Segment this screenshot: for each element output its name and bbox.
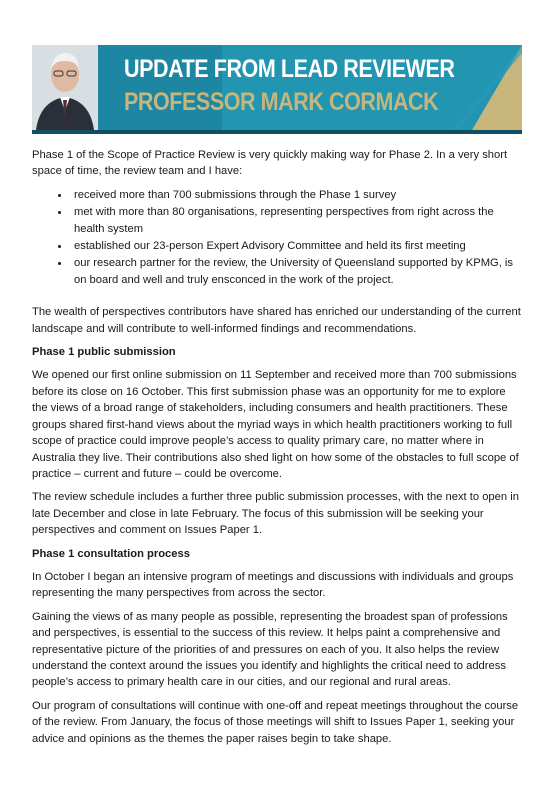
wealth-paragraph: The wealth of perspectives contributors have shared has enriched our understanding of the current landscape and will contribute to well-informed findings and recommendations. <box>32 306 521 335</box>
section-heading-public-submission: Phase 1 public submission <box>32 346 176 359</box>
consultation-paragraph-2: Gaining the views of as many people as possible, representing the broadest span of professions and perspectives, is essential to the success of this review. It helps paint a comprehensive and representative picture of the priorities of and pressures on each of you. It also helps the review understand the context around the issues you identify and highlights the critical need to address people’s access to primary health care in our cities, and our regional and rural areas. <box>32 610 508 689</box>
article-body <box>32 147 524 754</box>
header-title-line1: UPDATE FROM LEAD REVIEWER <box>124 55 455 83</box>
spacer <box>32 295 524 304</box>
public-submission-paragraph-2: The review schedule includes a further three public submission processes, with the next to open in late December and close in late February. The focus of this submission will be seeking your perspectives and comment on Issues Paper 1. <box>32 491 519 537</box>
banner-underline <box>32 130 522 134</box>
list-item: • received more than 700 submissions through the Phase 1 survey <box>70 187 524 203</box>
header-title-line2: PROFESSOR MARK CORMACK <box>124 88 439 116</box>
consultation-paragraph-3: Our program of consultations will continue with one-off and repeat meetings throughout the course of the review. From January, the focus of those meetings will shift to Issues Paper 1, seeking your advice and opinions as the themes the paper raises begin to take shape. <box>32 699 519 745</box>
public-submission-paragraph-1: We opened our first online submission on 11 September and received more than 700 submissions before its close on 16 October. This first submission phase was an opportunity for me to explore the views of a broad range of stakeholders, including consumers and health practitioners. These groups shared first-hand views about the myriad ways in which health practitioners working to full scope of practice could improve people’s access to quality primary care, no matter where in Australia they live. Their contributions also shed light on how some of the obstacles to full scope of practice – current and future – could be overcome. <box>32 369 519 480</box>
achievements-list <box>32 187 524 288</box>
list-item: • our research partner for the review, the University of Queensland supported by KPMG, is on board and well and truly ensconced in the work of the project. <box>70 255 524 288</box>
consultation-paragraph-1: In October I began an intensive program of meetings and discussions with individuals and groups representing the many perspectives from across the sector. <box>32 570 514 600</box>
list-item: • established our 23-person Expert Advisory Committee and held its first meeting <box>70 238 524 254</box>
header-banner <box>32 45 522 130</box>
author-portrait <box>32 45 98 130</box>
list-item: • met with more than 80 organisations, representing perspectives from right across the health system <box>70 204 524 237</box>
section-heading-consultation: Phase 1 consultation process <box>32 547 190 560</box>
intro-paragraph: Phase 1 of the Scope of Practice Review is very quickly making way for Phase 2. In a very short space of time, the review team and I have: <box>32 149 508 178</box>
